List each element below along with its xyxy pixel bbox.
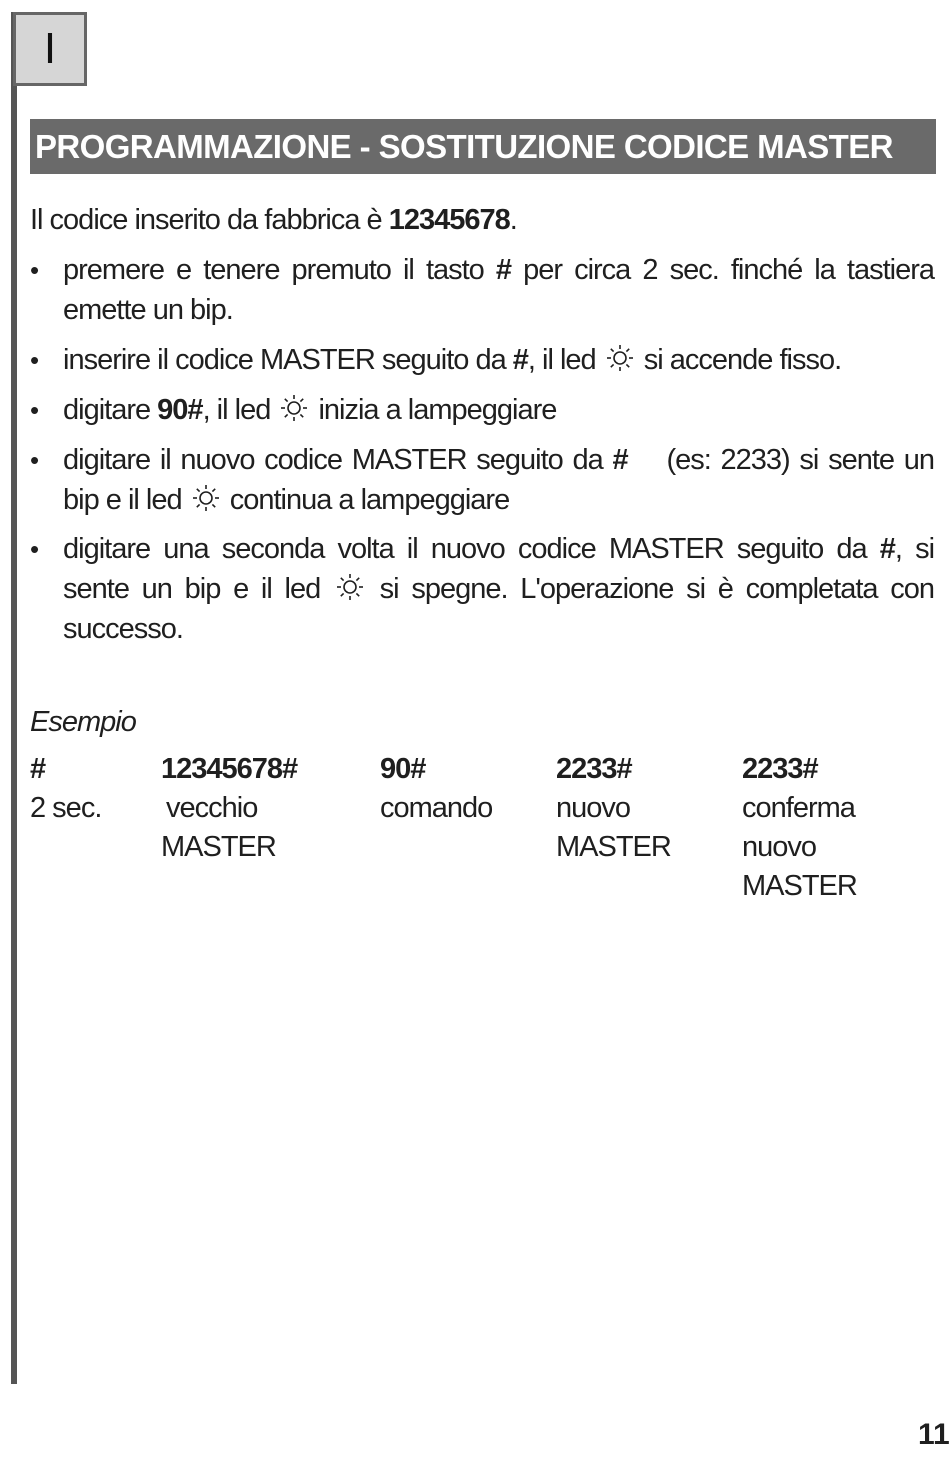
bullet-dot: • bbox=[30, 534, 40, 564]
example-column-hash: # 2 sec. bbox=[30, 753, 102, 824]
example-column-command: 90# comando bbox=[380, 753, 493, 824]
bullet-dot: • bbox=[30, 345, 40, 375]
section-title: PROGRAMMAZIONE - SOSTITUZIONE CODICE MASTER bbox=[30, 119, 936, 174]
bullet-3-line: digitare 90#, il led inizia a lampeggiare bbox=[63, 394, 557, 426]
intro-paragraph: Il codice inserito da fabbrica è 12345678. bbox=[30, 204, 517, 236]
led-sun-icon bbox=[192, 483, 220, 511]
bullet-5-line-1: digitare una seconda volta il nuovo codice MASTER seguito da #, si bbox=[63, 533, 935, 565]
example-column-new-master: 2233# nuovo MASTER bbox=[556, 753, 671, 863]
bullet-4-line-2: bip e il led continua a lampeggiare bbox=[63, 484, 510, 516]
led-sun-icon bbox=[336, 572, 364, 600]
bullet-5-line-2: sente un bip e il led si spegne. L'operazione si è completata con bbox=[63, 573, 934, 605]
bullet-4-line-1: digitare il nuovo codice MASTER seguito da # (es: 2233) si sente un bbox=[63, 444, 934, 476]
bullet-2-line: inserire il codice MASTER seguito da #, il led si accende fisso. bbox=[63, 344, 842, 376]
language-tab: I bbox=[13, 12, 87, 86]
led-sun-icon bbox=[606, 343, 634, 371]
example-label: Esempio bbox=[30, 706, 136, 738]
example-column-confirm: 2233# conferma nuovo MASTER bbox=[742, 753, 857, 902]
bullet-dot: • bbox=[30, 395, 40, 425]
bullet-dot: • bbox=[30, 445, 40, 475]
bullet-1-line-2: emette un bip. bbox=[63, 294, 233, 326]
bullet-dot: • bbox=[30, 255, 40, 285]
led-sun-icon bbox=[280, 393, 308, 421]
bullet-1-line-1: premere e tenere premuto il tasto # per circa 2 sec. finché la tastiera bbox=[63, 254, 935, 286]
page-number: 11 bbox=[918, 1418, 950, 1451]
example-column-old-master: 12345678# vecchio MASTER bbox=[161, 753, 298, 863]
page-side-bar bbox=[11, 12, 17, 1384]
bullet-5-line-3: successo. bbox=[63, 613, 183, 645]
factory-code: 12345678 bbox=[388, 204, 510, 236]
